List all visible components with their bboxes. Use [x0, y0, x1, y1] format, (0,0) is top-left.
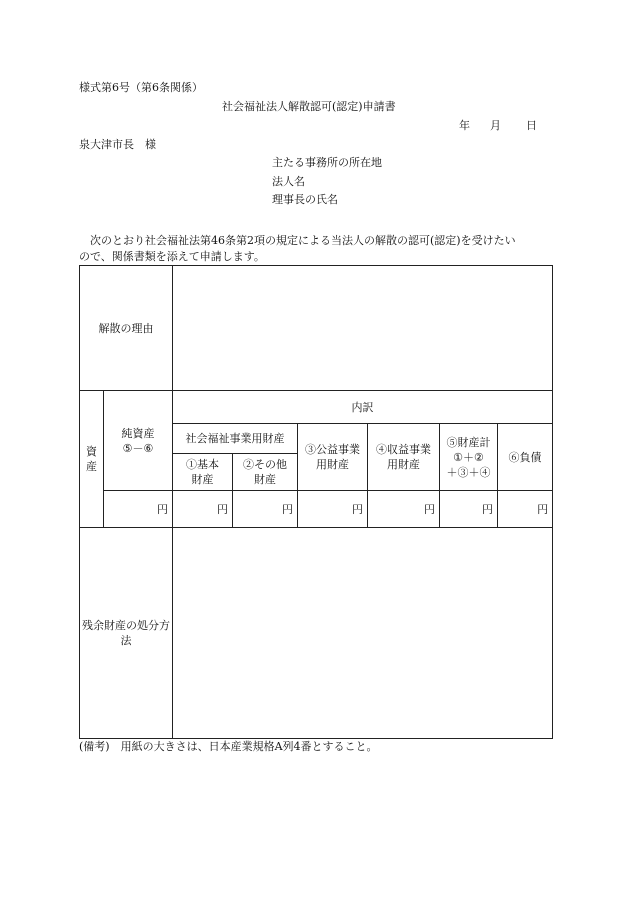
liabilities-amount[interactable]: 円	[498, 491, 553, 528]
basic-property-header: ①基本 財産	[173, 454, 233, 491]
total-property-amount[interactable]: 円	[440, 491, 498, 528]
document-title: 社会福祉法人解散認可(認定)申請書	[222, 100, 396, 113]
director-name-label: 理事長の氏名	[272, 193, 338, 206]
date-month: 月	[490, 119, 501, 132]
public-property-header: ③公益事業 用財産	[298, 424, 368, 491]
breakdown-header: 内訳	[173, 391, 553, 424]
residual-disposal-label: 残余財産の処分方法	[80, 528, 173, 739]
date-day: 日	[526, 119, 537, 132]
basic-property-amount[interactable]: 円	[173, 491, 233, 528]
application-statement	[79, 231, 559, 267]
profit-property-header: ④収益事業 用財産	[368, 424, 440, 491]
total-property-header: ⑤財産計 ①＋② ＋③＋④	[440, 424, 498, 491]
other-property-amount[interactable]: 円	[233, 491, 298, 528]
public-property-amount[interactable]: 円	[298, 491, 368, 528]
addressee: 泉大津市長 様	[79, 138, 156, 151]
corporation-name-label: 法人名	[272, 175, 305, 188]
date-line	[459, 120, 537, 131]
statement-line-2: ので、関係書類を添えて申請します。	[79, 250, 265, 263]
form-number: 様式第6号（第6条関係）	[79, 81, 203, 94]
application-table	[79, 265, 553, 739]
profit-property-amount[interactable]: 円	[368, 491, 440, 528]
address-label: 主たる事務所の所在地	[272, 156, 382, 169]
date-year: 年	[459, 119, 470, 132]
net-assets-header: 純資産 ⑤－⑥	[104, 391, 173, 491]
assets-label: 資 産	[80, 391, 104, 528]
net-assets-amount[interactable]: 円	[104, 491, 173, 528]
other-property-header: ②その他 財産	[233, 454, 298, 491]
residual-disposal-field[interactable]	[173, 528, 553, 739]
statement-line-1: 次のとおり社会福祉法第46条第2項の規定による当法人の解散の認可(認定)を受けたい	[90, 234, 516, 247]
dissolution-reason-label: 解散の理由	[80, 266, 173, 391]
dissolution-reason-field[interactable]	[173, 266, 553, 391]
liabilities-header: ⑥負債	[498, 424, 553, 491]
remarks-note: (備考) 用紙の大きさは、日本産業規格A列4番とすること。	[79, 740, 378, 753]
welfare-property-header: 社会福祉事業用財産	[173, 424, 298, 454]
